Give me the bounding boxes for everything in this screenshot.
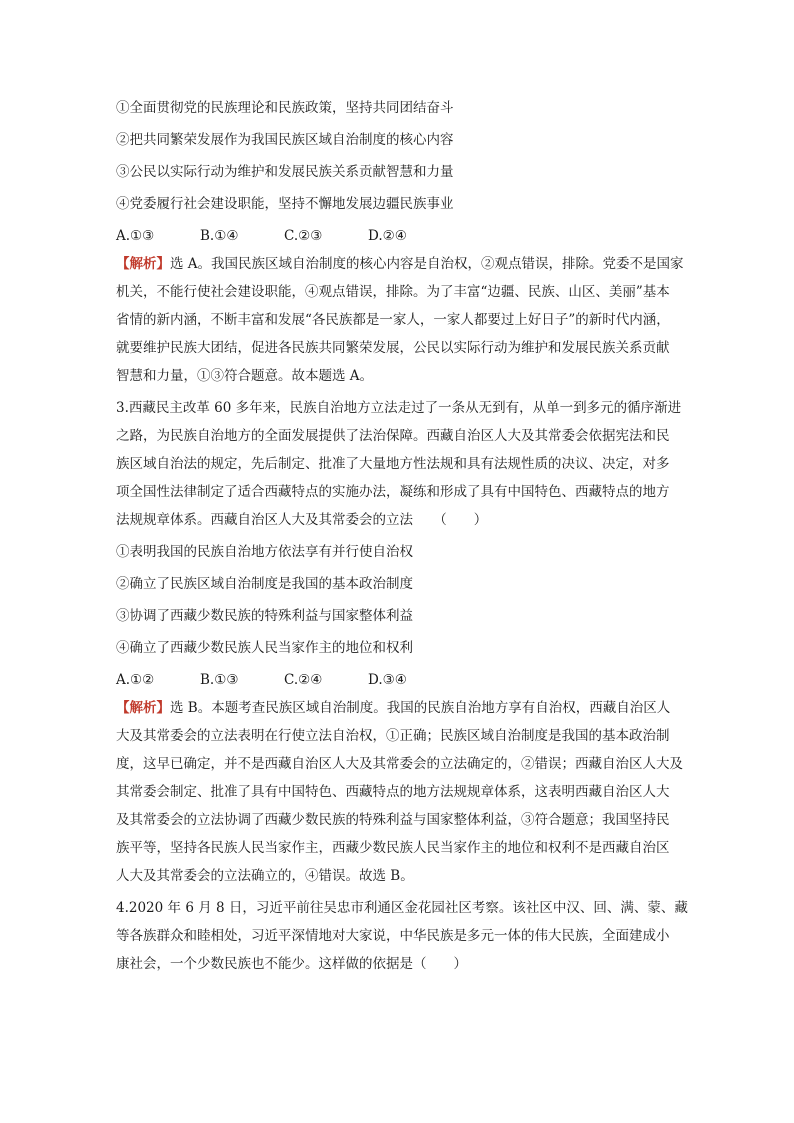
- q3-analysis: [116, 694, 682, 890]
- q2-choice-b: B.①④: [200, 228, 239, 244]
- q3-stem-line-1: 3.西藏民主改革 60 多年来，民族自治地方立法走过了一条从无到有，从单一到多元的循序渐进: [116, 400, 682, 416]
- q2-analysis-line-5: 智慧和力量，①③符合题意。故本题选 A。: [116, 368, 374, 384]
- q3-choice-a: A.①②: [116, 672, 155, 688]
- q3-analysis-line-5: 及其常委会的立法协调了西藏少数民族的特殊利益与国家整体利益，③符合题意；我国坚持民: [116, 812, 670, 828]
- q3-choice-b: B.①③: [200, 672, 239, 688]
- q3-analysis-line-7: 人大及其常委会的立法确立的，④错误。故选 B。: [116, 868, 414, 884]
- q4-stem-line-1: 4.2020 年 6 月 8 日，习近平前往吴忠市利通区金花园社区考察。该社区中汉、回、满、蒙、藏: [116, 900, 688, 916]
- q3-stem: [116, 394, 682, 534]
- q3-analysis-line-2: 大及其常委会的立法表明在行使立法自治权，①正确；民族区域自治制度是我国的基本政治制: [116, 728, 670, 744]
- q3-stem-line-4: 项全国性法律制定了适合西藏特点的实施办法，凝练和形成了具有中国特色、西藏特点的地方: [116, 484, 670, 500]
- q3-choices: [116, 672, 682, 688]
- q3-analysis-line-3: 度，这早已确定，并不是西藏自治区人大及其常委会的立法确定的，②错误；西藏自治区人大及: [116, 756, 683, 772]
- q3-stem-line-2: 之路，为民族自治地方的全面发展提供了法治保障。西藏自治区人大及其常委会依据宪法和民: [116, 428, 670, 444]
- q3-choice-c: C.②④: [284, 672, 323, 688]
- q2-analysis-line-3: 省情的新内涵，不断丰富和发展“各民族都是一家人，一家人都要过上好日子”的新时代内涵，: [116, 312, 670, 328]
- q4-stem-line-2: 等各族群众和睦相处，习近平深情地对大家说，中华民族是多元一体的伟大民族，全面建成小: [116, 928, 670, 944]
- q2-analysis-line-1: 【解析】选 A。我国民族区域自治制度的核心内容是自治权，②观点错误，排除。党委不是国家: [116, 256, 684, 272]
- q3-stem-line-3: 族区域自治法的规定，先后制定、批准了大量地方性法规和具有法规性质的决议、决定，对多: [116, 456, 670, 472]
- q3-analysis-line-6: 族平等，坚持各民族人民当家作主，西藏少数民族人民当家作主的地位和权利不是西藏自治区: [116, 840, 670, 856]
- q4-stem: [116, 894, 688, 978]
- document-content: [116, 100, 688, 982]
- q2-analysis: [116, 250, 682, 390]
- q2-option-3: ③公民以实际行动为维护和发展民族关系贡献智慧和力量: [116, 164, 454, 180]
- q2-choice-a: A.①③: [116, 228, 155, 244]
- q2-analysis-line-2: 机关，不能行使社会建设职能，④观点错误，排除。为了丰富“边疆、民族、山区、美丽”基本: [116, 284, 670, 300]
- q2-option-4: ④党委履行社会建设职能，坚持不懈地发展边疆民族事业: [116, 196, 454, 212]
- q3-option-1: ①表明我国的民族自治地方依法享有并行使自治权: [116, 544, 413, 560]
- q3-choice-d: D.③④: [368, 672, 407, 688]
- q2-choice-d: D.②④: [368, 228, 407, 244]
- q3-analysis-line-4: 其常委会制定、批准了具有中国特色、西藏特点的地方法规规章体系，这表明西藏自治区人大: [116, 784, 670, 800]
- q3-analysis-line-1: 【解析】选 B。本题考查民族区域自治制度。我国的民族自治地方享有自治权，西藏自治区人: [116, 700, 671, 716]
- q2-option-2: ②把共同繁荣发展作为我国民族区域自治制度的核心内容: [116, 132, 454, 148]
- q3-analysis-tag: 【解析】: [116, 700, 170, 716]
- q4-stem-line-3: 康社会，一个少数民族也不能少。这样做的依据是（ ）: [116, 956, 467, 972]
- q2-analysis-line-4: 就要维护民族大团结，促进各民族共同繁荣发展，公民以实际行动为维护和发展民族关系贡献: [116, 340, 670, 356]
- q2-choice-c: C.②③: [284, 228, 323, 244]
- q2-analysis-tag: 【解析】: [116, 256, 170, 272]
- q3-option-3: ③协调了西藏少数民族的特殊利益与国家整体利益: [116, 608, 413, 624]
- q3-stem-line-5: 法规规章体系。西藏自治区人大及其常委会的立法 （ ）: [116, 512, 488, 528]
- q2-choices: [116, 228, 682, 244]
- q2-option-1: ①全面贯彻党的民族理论和民族政策，坚持共同团结奋斗: [116, 100, 454, 116]
- q3-option-2: ②确立了民族区域自治制度是我国的基本政治制度: [116, 576, 413, 592]
- q3-option-4: ④确立了西藏少数民族人民当家作主的地位和权利: [116, 640, 413, 656]
